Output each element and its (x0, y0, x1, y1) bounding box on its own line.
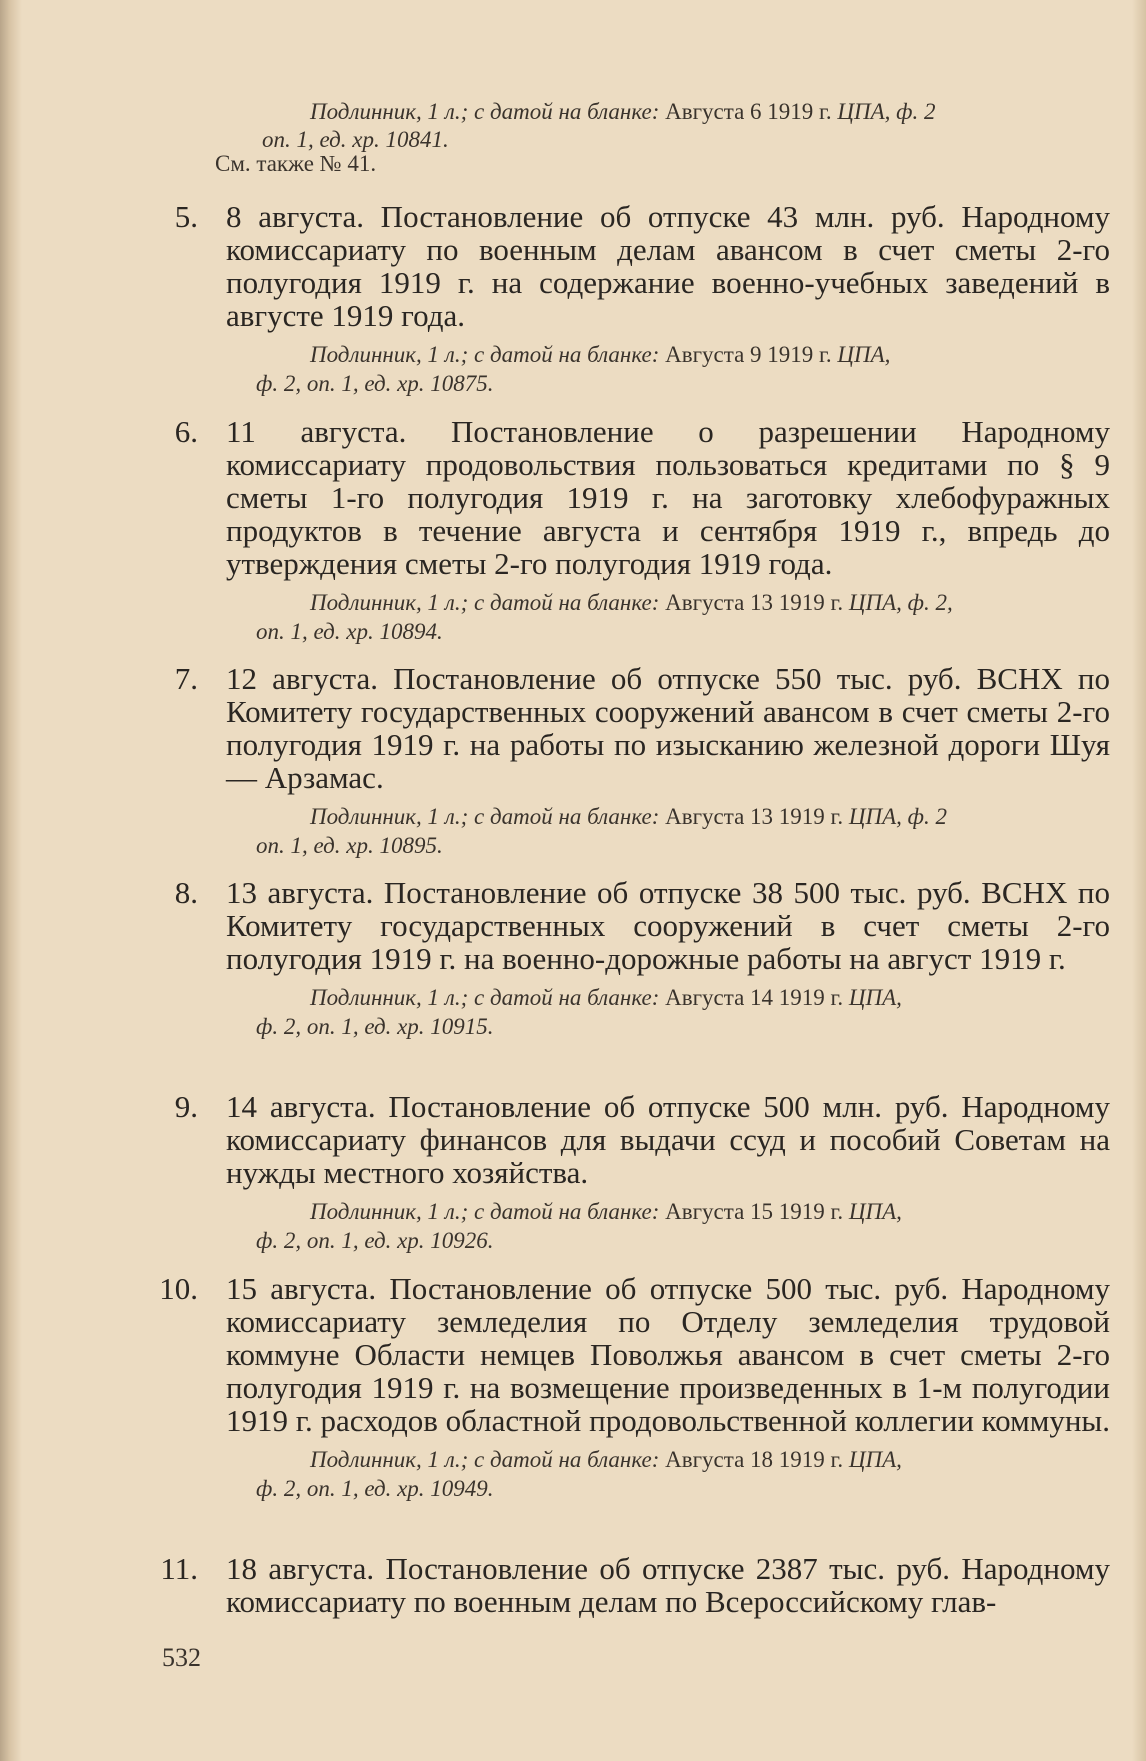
entry-number: 8. (174, 875, 198, 910)
entry-7 (160, 662, 1110, 860)
source-date: Августа 14 1919 г. (665, 985, 844, 1010)
source-date: Августа 13 1919 г. (665, 804, 844, 829)
entry-10 (160, 1272, 1110, 1503)
entry-number: 10. (159, 1271, 198, 1306)
entry-source (256, 802, 1110, 860)
source-italic: Подлинник, 1 л.; с датой на бланке: (310, 1447, 660, 1472)
page-number: 532 (162, 1643, 201, 1672)
entry-text: 12 августа. Постановление об отпуске 550 тыс. руб. ВСНХ по Комитету государственных сооружений авансом в счет сметы 2-го полугодия 1919 г. на работы по изысканию железной дороги Шуя — Арзамас. (226, 661, 1110, 795)
source-line2: ф. 2, оп. 1, ед. хр. 10875. (256, 371, 494, 396)
page-gutter-shadow (0, 0, 22, 1761)
entry-source (256, 340, 1110, 398)
top-source-citation (262, 98, 1110, 154)
entry-8 (160, 876, 1110, 1041)
source-date: Августа 18 1919 г. (665, 1447, 844, 1472)
entry-11 (160, 1552, 1110, 1618)
source-italic: Подлинник, 1 л.; с датой на бланке: (310, 590, 660, 615)
entry-source (256, 1197, 1110, 1255)
source-date: Августа 9 1919 г. (665, 342, 832, 367)
entry-text: 14 августа. Постановление об отпуске 500 млн. руб. Народному комиссариату финансов для выдачи ссуд и пособий Советам на нужды местного хозяйства. (226, 1089, 1110, 1190)
source-archive: ЦПА, (848, 1199, 902, 1224)
source-date: Августа 15 1919 г. (665, 1199, 844, 1224)
entry-source (256, 588, 1110, 646)
entry-5 (160, 200, 1110, 398)
source-line2: оп. 1, ед. хр. 10894. (256, 619, 443, 644)
top-source-date: Августа 6 1919 г. (665, 99, 832, 124)
source-italic: Подлинник, 1 л.; с датой на бланке: (310, 342, 660, 367)
entry-text: 13 августа. Постановление об отпуске 38 500 тыс. руб. ВСНХ по Комитету государственных сооружений в счет сметы 2-го полугодия 1919 г. на военно-дорожные работы на август 1919 г. (226, 875, 1110, 976)
source-line2: ф. 2, оп. 1, ед. хр. 10926. (256, 1228, 494, 1253)
source-line2: ф. 2, оп. 1, ед. хр. 10949. (256, 1476, 494, 1501)
entry-number: 9. (174, 1089, 198, 1124)
entry-text: 15 августа. Постановление об отпуске 500 тыс. руб. Народному комиссариату земледелия по Отделу земледелия трудовой коммуне Области немцев Поволжья авансом в счет сметы 2-го полугодия 1919 г. на возмещение произведенных в 1-м полугодии 1919 г. расходов областной продовольственной коллегии коммуны. (226, 1271, 1110, 1438)
source-archive: ЦПА, ф. 2 (848, 804, 947, 829)
source-date: Августа 13 1919 г. (665, 590, 844, 615)
entry-number: 6. (174, 414, 198, 449)
top-source-italic: Подлинник, 1 л.; с датой на бланке: (310, 99, 660, 124)
entry-text: 18 августа. Постановление об отпуске 2387 тыс. руб. Народному комиссариату по военным делам по Всероссийскому глав- (226, 1551, 1110, 1619)
entry-source (256, 983, 1110, 1041)
entry-source (256, 1445, 1110, 1503)
source-archive: ЦПА, (848, 1447, 902, 1472)
entry-text: 11 августа. Постановление о разрешении Народному комиссариату продовольствия пользоваться кредитами по § 9 сметы 1-го полугодия 1919 г. на заготовку хлебофуражных продуктов в течение августа и сентября 1919 г., впредь до утверждения сметы 2-го полугодия 1919 года. (226, 414, 1110, 581)
source-line2: оп. 1, ед. хр. 10895. (256, 833, 443, 858)
source-italic: Подлинник, 1 л.; с датой на бланке: (310, 985, 660, 1010)
entry-number: 5. (174, 199, 198, 234)
source-italic: Подлинник, 1 л.; с датой на бланке: (310, 1199, 660, 1224)
entry-number: 7. (174, 661, 198, 696)
source-italic: Подлинник, 1 л.; с датой на бланке: (310, 804, 660, 829)
top-source-archive: ЦПА, ф. 2 (837, 99, 936, 124)
entry-9 (160, 1090, 1110, 1255)
entry-6 (160, 415, 1110, 646)
page-edge (1132, 0, 1146, 1761)
top-source-line2: оп. 1, ед. хр. 10841. (262, 127, 449, 152)
source-archive: ЦПА, ф. 2, (848, 590, 953, 615)
source-archive: ЦПА, (848, 985, 902, 1010)
source-archive: ЦПА, (837, 342, 891, 367)
entry-number: 11. (160, 1551, 198, 1586)
source-line2: ф. 2, оп. 1, ед. хр. 10915. (256, 1014, 494, 1039)
entry-text: 8 августа. Постановление об отпуске 43 млн. руб. Народному комиссариату по военным делам авансом в счет сметы 2-го полугодия 1919 г. на содержание военно-учебных заведений в августе 1919 года. (226, 199, 1110, 333)
see-also-note: См. также № 41. (215, 151, 377, 176)
